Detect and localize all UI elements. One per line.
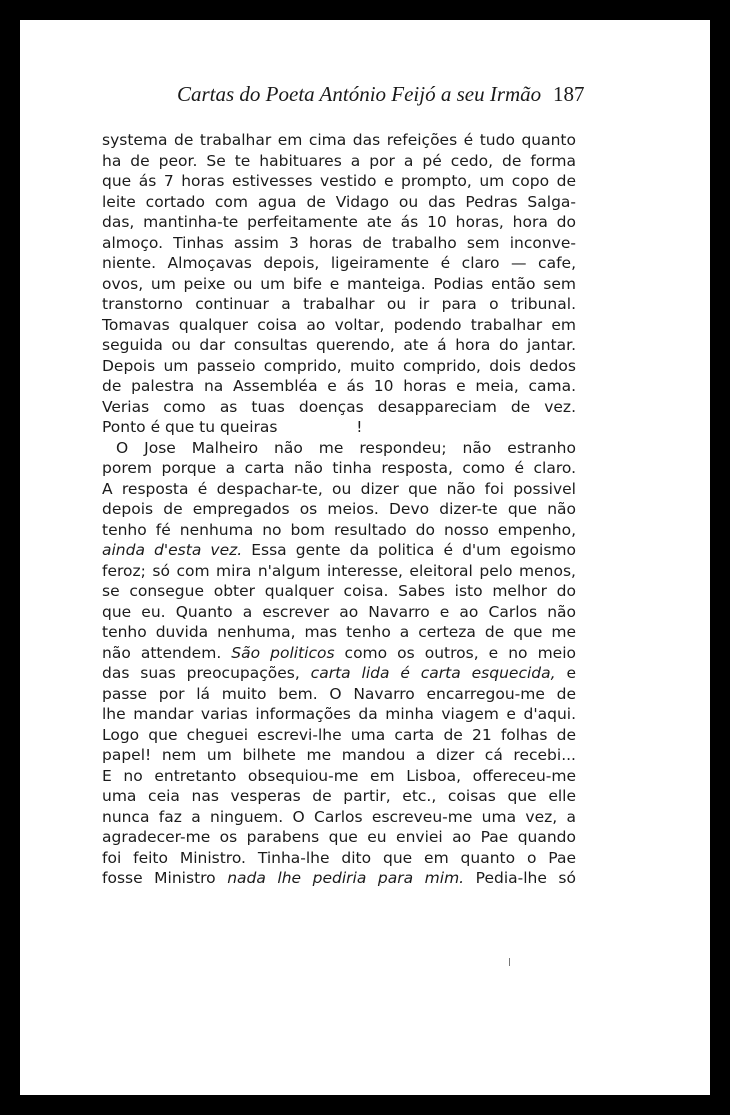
text-line: leite cortado com agua de Vidago ou das Pedras Salga- [102,192,576,211]
body-text [102,130,576,889]
text-line: uma ceia nas vesperas de partir, etc., coisas que elle [102,787,576,805]
text-line: não attendem. São politicos como os outros, e no meio [102,643,576,662]
text-line: A resposta é despachar-te, ou dizer que não foi possivel [102,479,576,498]
text-line: que ás 7 horas estivesses vestido e prompto, um copo de [102,172,576,190]
text-line: transtorno continuar a trabalhar ou ir para o tribunal. [102,295,576,313]
running-title: Cartas do Poeta António Feijó a seu Irmão [177,82,542,106]
text-line: de palestra na Assembléa e ás 10 horas e meia, cama. [102,377,576,395]
text-line: seguida ou dar consultas querendo, ate á hora do jantar. [102,336,576,354]
text-line: Ponto é que tu queiras ! [102,418,363,436]
text-line: systema de trabalhar em cima das refeições é tudo quanto [102,131,576,149]
italic-phrase: São politicos [231,643,335,662]
text-line: passe por lá muito bem. O Navarro encarregou-me de [102,684,576,703]
text-line: niente. Almoçavas depois, ligeiramente é claro — cafe, [102,254,576,272]
text-line: feroz; só com mira n'algum interesse, eleitoral pelo menos, [102,561,576,580]
text-line: tenho fé nenhuma no bom resultado do nosso empenho, [102,520,576,539]
page-number: 187 [553,82,585,106]
text-line: ha de peor. Se te habituares a por a pé cedo, de forma [102,151,576,170]
italic-phrase: ainda d'esta vez. [102,541,243,559]
text-line: porem porque a carta não tinha resposta, como é claro. [102,459,576,477]
book-page [20,20,710,1095]
text-line: das, mantinha-te perfeitamente ate ás 10 horas, hora do [102,213,576,231]
text-line: fosse Ministro nada lhe pediria para mim. Pedia-lhe só [102,869,576,887]
italic-phrase: nada lhe pediria para mim. [227,869,465,887]
page-header [20,82,710,112]
italic-phrase: carta lida é carta esquecida, [310,664,556,682]
text-line: que eu. Quanto a escrever ao Navarro e ao Carlos não [102,602,576,621]
text-line: nunca faz a ninguem. O Carlos escreveu-me uma vez, a [102,807,576,826]
text-line: das suas preocupações, carta lida é carta esquecida, e [102,664,576,682]
text-line: Depois um passeio comprido, muito comprido, dois dedos [102,356,576,375]
text-line: depois de empregados os meios. Devo dizer-te que não [102,500,576,518]
text-line: ainda d'esta vez. Essa gente da politica é d'um egoismo [102,541,576,559]
text-line: se consegue obter qualquer coisa. Sabes isto melhor do [102,582,576,600]
text-line: ovos, um peixe ou um bife e manteiga. Podias então sem [102,274,576,293]
print-mark [509,958,510,966]
text-line: lhe mandar varias informações da minha viagem e d'aqui. [102,705,576,723]
text-line: E no entretanto obsequiou-me em Lisboa, offereceu-me [102,766,576,785]
text-line: O Jose Malheiro não me respondeu; não estranho [116,438,576,457]
text-line: almoço. Tinhas assim 3 horas de trabalho sem inconve- [102,233,576,252]
text-line: agradecer-me os parabens que eu enviei ao Pae quando [102,828,576,846]
text-line: papel! nem um bilhete me mandou a dizer cá recebi... [102,746,576,764]
text-line: Verias como as tuas doenças desappareciam de vez. [102,397,576,416]
text-line: Logo que cheguei escrevi-lhe uma carta de 21 folhas de [102,725,576,744]
text-line: Tomavas qualquer coisa ao voltar, podendo trabalhar em [102,315,576,334]
text-line: tenho duvida nenhuma, mas tenho a certeza de que me [102,623,576,641]
text-line: foi feito Ministro. Tinha-lhe dito que em quanto o Pae [102,848,576,867]
